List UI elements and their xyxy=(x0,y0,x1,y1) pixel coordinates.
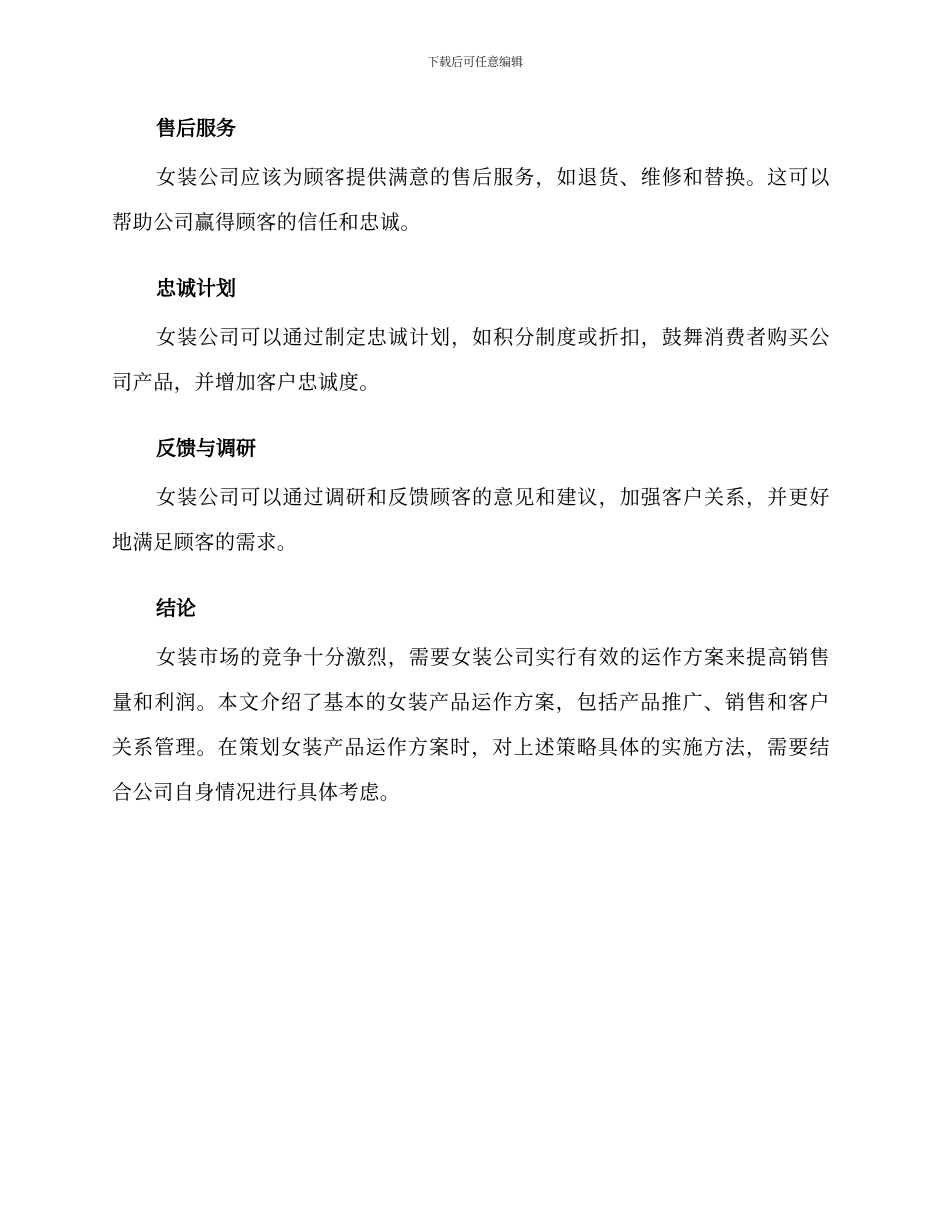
section-after-sales xyxy=(112,108,830,245)
section-heading: 售后服务 xyxy=(156,116,236,140)
section-paragraph: 女装市场的竞争十分激烈，需要女装公司实行有效的运作方案来提高销售量和利润。本文介绍了基本的女装产品运作方案，包括产品推广、销售和客户关系管理。在策划女装产品运作方案时，对上述策略具体的实施方法，需要结合公司自身情况进行具体考虑。 xyxy=(112,645,830,804)
document-body xyxy=(112,108,830,815)
section-feedback-research xyxy=(112,428,830,565)
section-conclusion xyxy=(112,588,830,815)
section-heading: 反馈与调研 xyxy=(156,436,256,460)
section-heading: 忠诚计划 xyxy=(156,276,236,300)
section-loyalty-plan xyxy=(112,268,830,405)
section-paragraph: 女装公司可以通过调研和反馈顾客的意见和建议，加强客户关系，并更好地满足顾客的需求。 xyxy=(112,485,830,554)
page-header: 下载后可任意编辑 xyxy=(426,55,523,69)
section-heading: 结论 xyxy=(156,596,196,620)
section-paragraph: 女装公司应该为顾客提供满意的售后服务，如退货、维修和替换。这可以帮助公司赢得顾客的信任和忠诚。 xyxy=(112,165,830,234)
section-paragraph: 女装公司可以通过制定忠诚计划，如积分制度或折扣，鼓舞消费者购买公司产品，并增加客户忠诚度。 xyxy=(112,325,830,394)
